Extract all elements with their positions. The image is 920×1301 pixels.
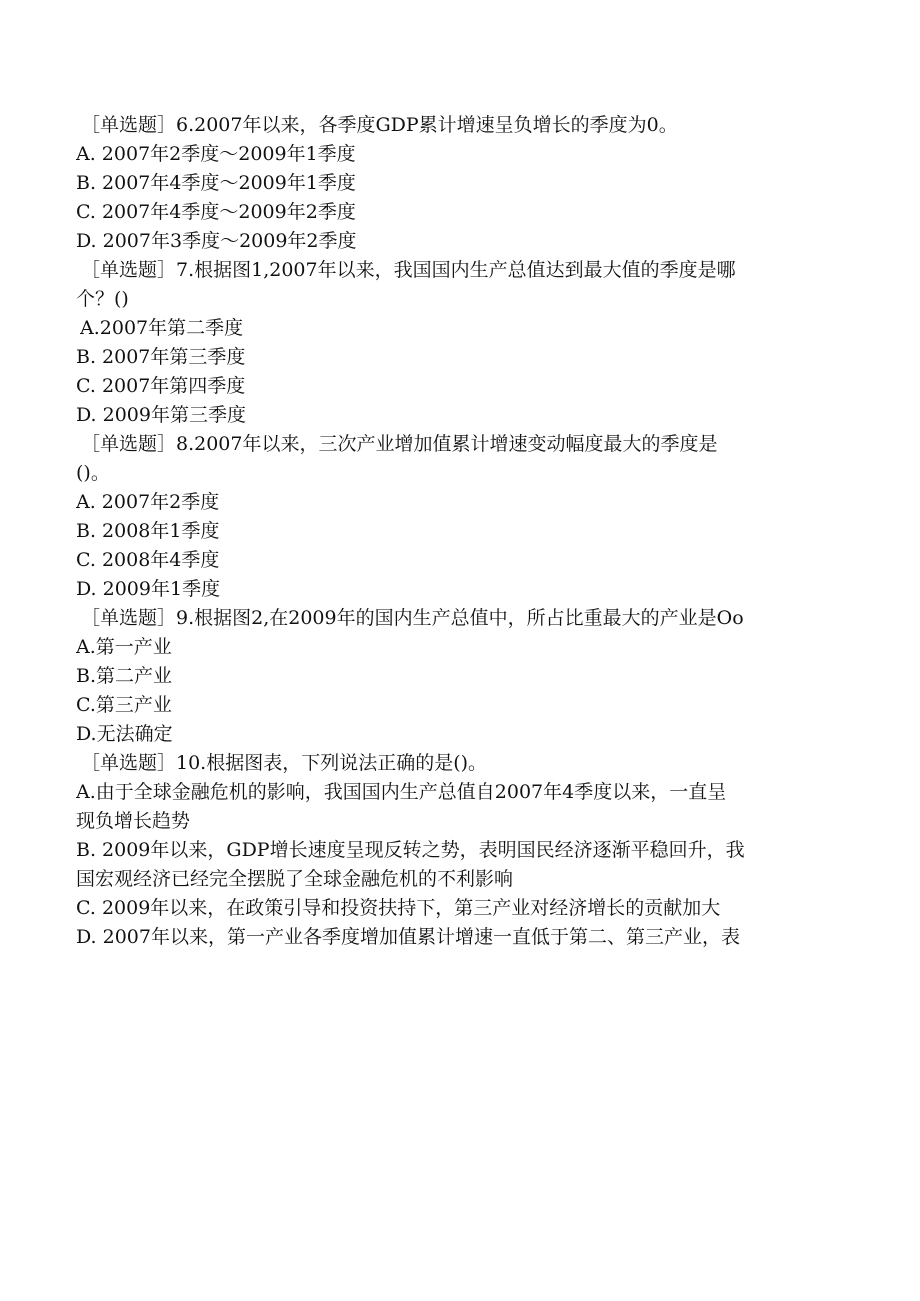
question-9-option-c: C.第三产业 bbox=[76, 694, 172, 716]
question-10-option-a-line2: 现负增长趋势 bbox=[76, 810, 191, 832]
question-9-option-a: A.第一产业 bbox=[76, 636, 172, 658]
question-7-option-c: C. 2007年第四季度 bbox=[76, 375, 246, 397]
question-8-option-b: B. 2008年1季度 bbox=[76, 520, 220, 542]
question-7-text-line2: 个？() bbox=[76, 288, 129, 310]
question-10-option-b-line1: B. 2009年以来，GDP增长速度呈现反转之势，表明国民经济逐渐平稳回升，我 bbox=[76, 839, 745, 861]
question-10-text: ［单选题］10.根据图表，下列说法正确的是()。 bbox=[81, 752, 488, 774]
question-6-option-c: C. 2007年4季度～2009年2季度 bbox=[76, 201, 356, 223]
question-7-option-d: D. 2009年第三季度 bbox=[76, 404, 246, 426]
question-6-option-a: A. 2007年2季度～2009年1季度 bbox=[76, 143, 356, 165]
question-7-option-b: B. 2007年第三季度 bbox=[76, 346, 246, 368]
question-8-option-d: D. 2009年1季度 bbox=[76, 578, 221, 600]
question-8-text-line1: ［单选题］8.2007年以来，三次产业增加值累计增速变动幅度最大的季度是 bbox=[81, 433, 718, 455]
question-7-option-a: A.2007年第二季度 bbox=[80, 317, 244, 339]
question-8-option-c: C. 2008年4季度 bbox=[76, 549, 220, 571]
question-9-option-b: B.第二产业 bbox=[76, 665, 173, 687]
question-10-option-d: D. 2007年以来，第一产业各季度增加值累计增速一直低于第二、第三产业，表 bbox=[76, 926, 740, 948]
question-list bbox=[76, 111, 828, 952]
question-9-text: ［单选题］9.根据图2,在2009年的国内生产总值中，所占比重最大的产业是Oo bbox=[81, 607, 744, 629]
question-8-option-a: A. 2007年2季度 bbox=[76, 491, 220, 513]
question-10-option-a-line1: A.由于全球金融危机的影响，我国国内生产总值自2007年4季度以来，一直呈 bbox=[76, 781, 727, 803]
question-7-text-line1: ［单选题］7.根据图1,2007年以来，我国国内生产总值达到最大值的季度是哪 bbox=[81, 259, 736, 281]
question-6-option-b: B. 2007年4季度～2009年1季度 bbox=[76, 172, 356, 194]
question-8-text-line2: ()。 bbox=[76, 462, 110, 484]
question-6-text: ［单选题］6.2007年以来，各季度GDP累计增速呈负增长的季度为0。 bbox=[81, 114, 678, 136]
question-9-option-d: D.无法确定 bbox=[76, 723, 173, 745]
question-10-option-b-line2: 国宏观经济已经完全摆脱了全球金融危机的不利影响 bbox=[76, 868, 514, 890]
question-10-option-c: C. 2009年以来，在政策引导和投资扶持下，第三产业对经济增长的贡献加大 bbox=[76, 897, 721, 919]
question-6-option-d: D. 2007年3季度～2009年2季度 bbox=[76, 230, 357, 252]
